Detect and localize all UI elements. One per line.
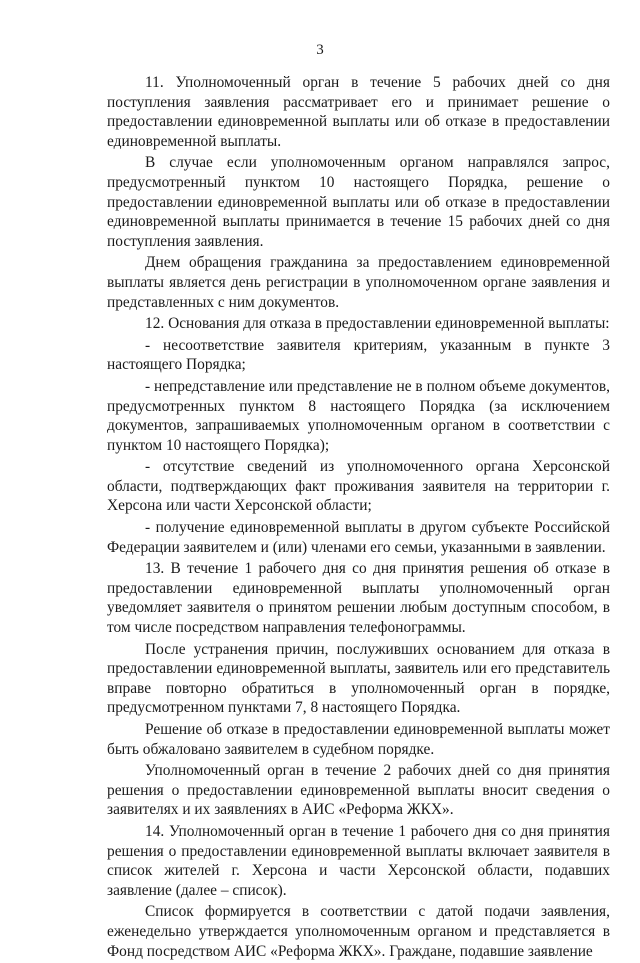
list-item-criteria: - несоответствие заявителя критериям, указанным в пункте 3 настоящего Порядка; — [107, 336, 610, 374]
paragraph-11: 11. Уполномоченный орган в течение 5 рабочих дней со дня поступления заявления рассматривает его и принимает решение о предоставлении единовременной выплаты или об отказе в предоставлении единовременной выплаты. — [107, 74, 610, 150]
paragraph-12: 12. Основания для отказа в предоставлении единовременной выплаты: — [145, 315, 610, 333]
paragraph-13: 13. В течение 1 рабочего дня со дня принятия решения об отказе в предоставлении единовременной выплаты уполномоченный орган уведомляет заявителя о принятом решении любым доступным способом, в том числе посредством направления телефонограммы. — [107, 560, 610, 637]
paragraph-reapply: После устранения причин, послуживших основанием для отказа в предоставлении единовременной выплаты, заявитель или его представитель вправе повторно обратиться в уполномоченный орган в порядке, предусмотренном пунктами 7, 8 настоящего Порядка. — [107, 640, 610, 717]
page-number: 3 — [316, 42, 324, 58]
paragraph-application-day: Днем обращения гражданина за предоставлением единовременной выплаты является день регистрации в уполномоченном органе заявления и представленных с ним документов. — [107, 254, 610, 311]
paragraph-list-formation: Список формируется в соответствии с датой подачи заявления, еженедельно утверждается уполномоченным органом и представляется в Фонд посредством АИС «Реформа ЖКХ». Граждане, подавшие заявление — [107, 903, 610, 960]
paragraph-appeal: Решение об отказе в предоставлении единовременной выплаты может быть обжаловано заявителем в судебном порядке. — [107, 721, 610, 758]
paragraph-request-case: В случае если уполномоченным органом направлялся запрос, предусмотренный пунктом 10 настоящего Порядка, решение о предоставлении единовременной выплаты или об отказе в предоставлении единовременной выплаты принимается в течение 15 рабочих дней со дня поступления заявления. — [107, 154, 610, 250]
paragraph-14: 14. Уполномоченный орган в течение 1 рабочего дня со дня принятия решения о предоставлении единовременной выплаты включает заявителя в список жителей г. Херсона и части Херсонской области, подавших заявление (далее – список). — [107, 822, 610, 899]
document-body — [107, 73, 610, 963]
list-item-other-region: - получение единовременной выплаты в другом субъекте Российской Федерации заявителем и (или) членами его семьи, указанными в заявлении. — [107, 519, 610, 556]
paragraph-ais-entry: Уполномоченный орган в течение 2 рабочих дней со дня принятия решения о предоставлении единовременной выплаты вносит сведения о заявителях и их заявлениях в АИС «Реформа ЖКХ». — [107, 762, 610, 819]
list-item-residence: - отсутствие сведений из уполномоченного органа Херсонской области, подтверждающих факт проживания заявителя на территории г. Херсона или части Херсонской области; — [107, 458, 610, 515]
list-item-documents: - непредставление или представление не в полном объеме документов, предусмотренных пунктом 8 настоящего Порядка (за исключением документов, запрашиваемых уполномоченным органом в соответствии с пунктом 10 настоящего Порядка); — [107, 377, 610, 454]
